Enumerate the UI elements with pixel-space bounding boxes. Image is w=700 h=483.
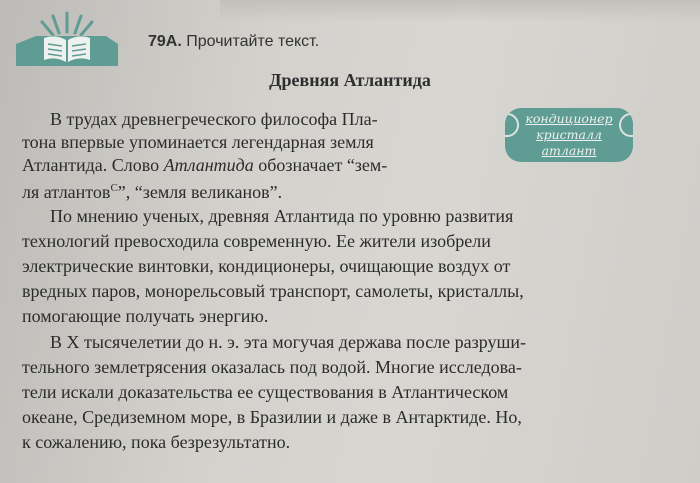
exercise-instruction: Прочитайте текст. xyxy=(186,33,320,50)
text-line: тона впервые упоминается легендарная земля xyxy=(22,132,374,152)
bleed-through-text xyxy=(220,0,700,22)
vocab-word: кристалл xyxy=(536,127,602,142)
text-line: тельного землетрясения оказалась под водой. Многие исследова- xyxy=(22,357,522,377)
text-line xyxy=(22,177,282,203)
text-line: вредных паров, монорельсовый транспорт, самолеты, кристаллы, xyxy=(22,281,524,301)
text-line: помогающие получать энергию. xyxy=(22,306,269,326)
text-line: В трудах древнегреческого философа Пла- xyxy=(50,109,378,129)
vocabulary-list xyxy=(505,108,633,159)
exercise-number: 79А. xyxy=(148,33,182,50)
text-span: ”, “земля великанов”. xyxy=(117,182,283,202)
text-line: электрические винтовки, кондиционеры, очищающие воздух от xyxy=(22,256,511,276)
text-line: технологий превосходила современную. Ее жители изобрели xyxy=(22,231,491,251)
text-line: к сожалению, пока безрезультатно. xyxy=(22,432,291,452)
exercise-header xyxy=(148,33,319,51)
text-line xyxy=(22,154,387,176)
text-line: По мнению ученых, древняя Атлантида по уровню развития xyxy=(50,206,514,226)
vocab-word: кондиционер xyxy=(525,111,613,126)
vocab-word: атлант xyxy=(541,143,597,158)
italic-word: Атлантида xyxy=(163,155,254,175)
text-title: Древняя Атлантида xyxy=(269,70,431,90)
text-line: тели искали доказательства ее существования в Атлантическом xyxy=(22,382,509,402)
open-book-icon xyxy=(16,10,118,72)
vocabulary-badge xyxy=(505,108,633,162)
text-span: обозначает “зем- xyxy=(253,155,388,175)
text-line: океане, Средиземном море, в Бразилии и даже в Антарктиде. Но, xyxy=(22,407,522,427)
text-span: ля атлантов xyxy=(22,182,111,202)
text-span: Атлантида. Слово xyxy=(22,155,164,175)
dictionary-mark: С xyxy=(110,182,118,194)
text-line: В X тысячелетии до н. э. эта могучая держава после разруши- xyxy=(50,332,527,352)
